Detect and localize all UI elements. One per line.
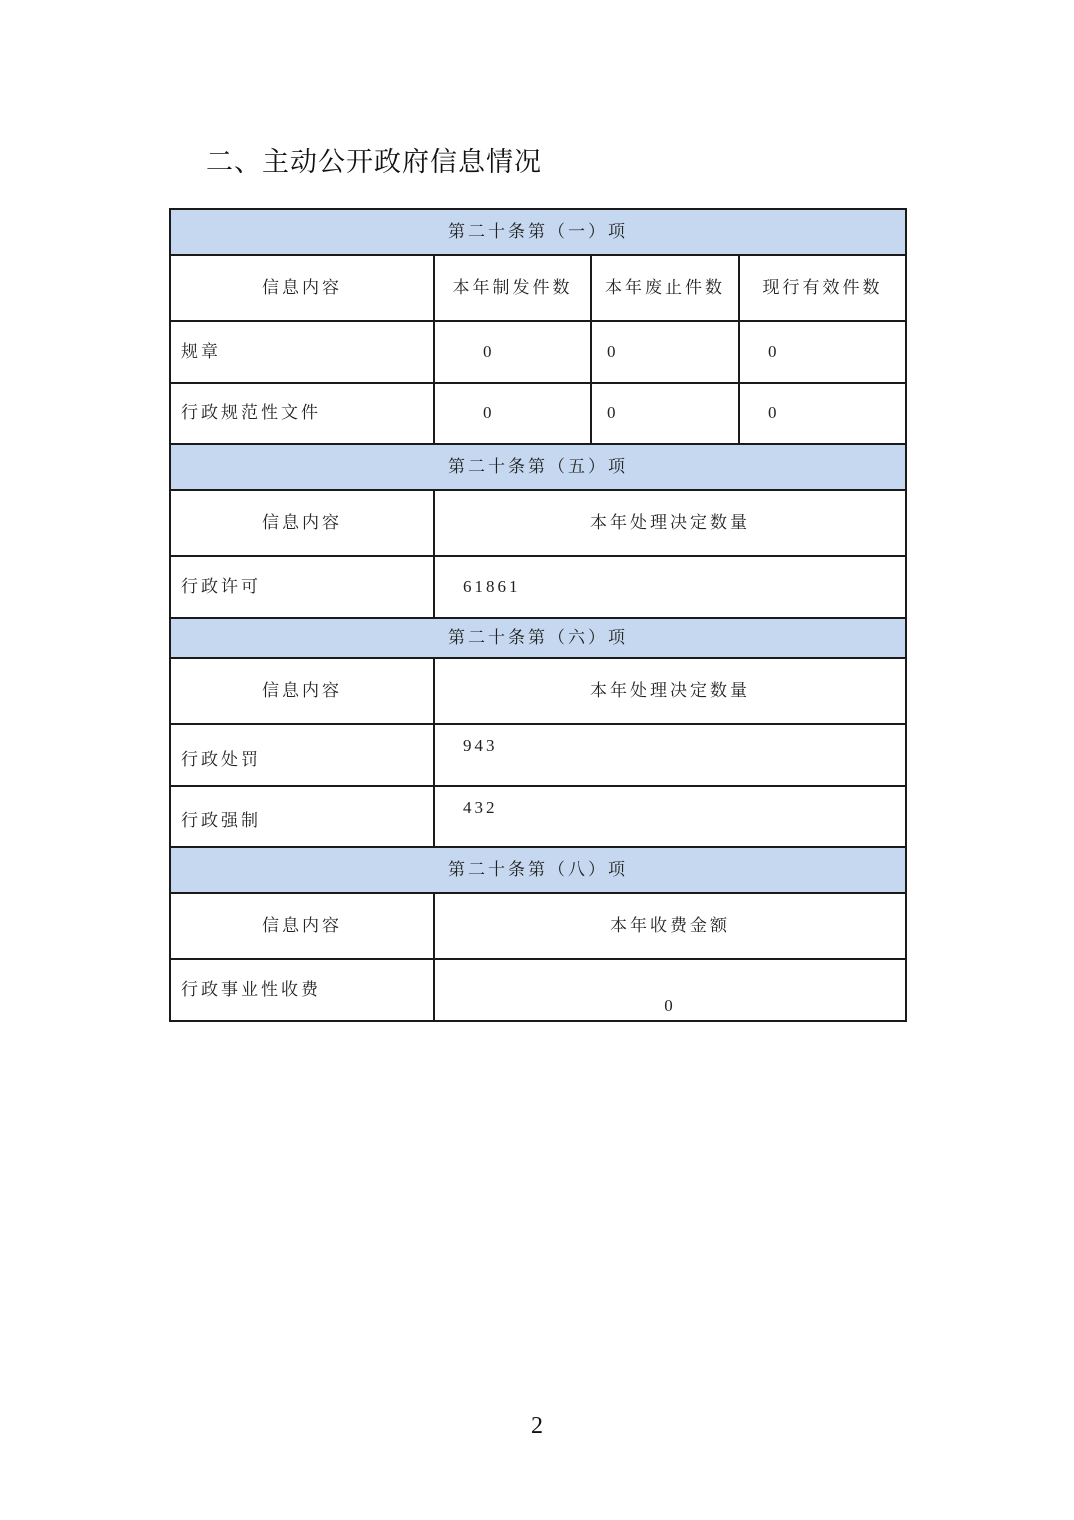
section-header-row — [170, 847, 906, 893]
valid-value: 0 — [739, 321, 906, 383]
table-row — [170, 556, 906, 618]
row-label: 行政强制 — [170, 786, 434, 847]
issued-value: 0 — [434, 321, 591, 383]
fee-value: 0 — [434, 959, 906, 1021]
page-heading: 二、主动公开政府信息情况 — [206, 147, 542, 178]
section-title: 第二十条第（一）项 — [170, 209, 906, 255]
decision-value: 61861 — [434, 556, 906, 618]
section-title: 第二十条第（八）项 — [170, 847, 906, 893]
table-row — [170, 321, 906, 383]
section-header-row — [170, 444, 906, 490]
page-number: 2 — [531, 1413, 543, 1439]
disclosure-table — [169, 208, 907, 1022]
column-header-row — [170, 658, 906, 724]
decision-value: 432 — [434, 786, 906, 847]
abolished-value: 0 — [591, 383, 739, 444]
row-label: 行政规范性文件 — [170, 383, 434, 444]
table-row — [170, 959, 906, 1021]
table-row — [170, 724, 906, 786]
issued-value: 0 — [434, 383, 591, 444]
header-issued-count: 本年制发件数 — [434, 255, 591, 321]
valid-value: 0 — [739, 383, 906, 444]
header-abolished-count: 本年废止件数 — [591, 255, 739, 321]
header-decision-count: 本年处理决定数量 — [434, 490, 906, 556]
section-header-row — [170, 618, 906, 658]
header-valid-count: 现行有效件数 — [739, 255, 906, 321]
section-title: 第二十条第（五）项 — [170, 444, 906, 490]
column-header-row — [170, 893, 906, 959]
table-row — [170, 383, 906, 444]
header-info-content: 信息内容 — [170, 490, 434, 556]
row-label: 行政处罚 — [170, 724, 434, 786]
header-info-content: 信息内容 — [170, 658, 434, 724]
column-header-row — [170, 255, 906, 321]
table-row — [170, 786, 906, 847]
header-info-content: 信息内容 — [170, 893, 434, 959]
section-title: 第二十条第（六）项 — [170, 618, 906, 658]
row-label: 行政许可 — [170, 556, 434, 618]
header-fee-amount: 本年收费金额 — [434, 893, 906, 959]
row-label: 规章 — [170, 321, 434, 383]
header-decision-count: 本年处理决定数量 — [434, 658, 906, 724]
abolished-value: 0 — [591, 321, 739, 383]
column-header-row — [170, 490, 906, 556]
row-label: 行政事业性收费 — [170, 959, 434, 1021]
header-info-content: 信息内容 — [170, 255, 434, 321]
section-header-row — [170, 209, 906, 255]
decision-value: 943 — [434, 724, 906, 786]
